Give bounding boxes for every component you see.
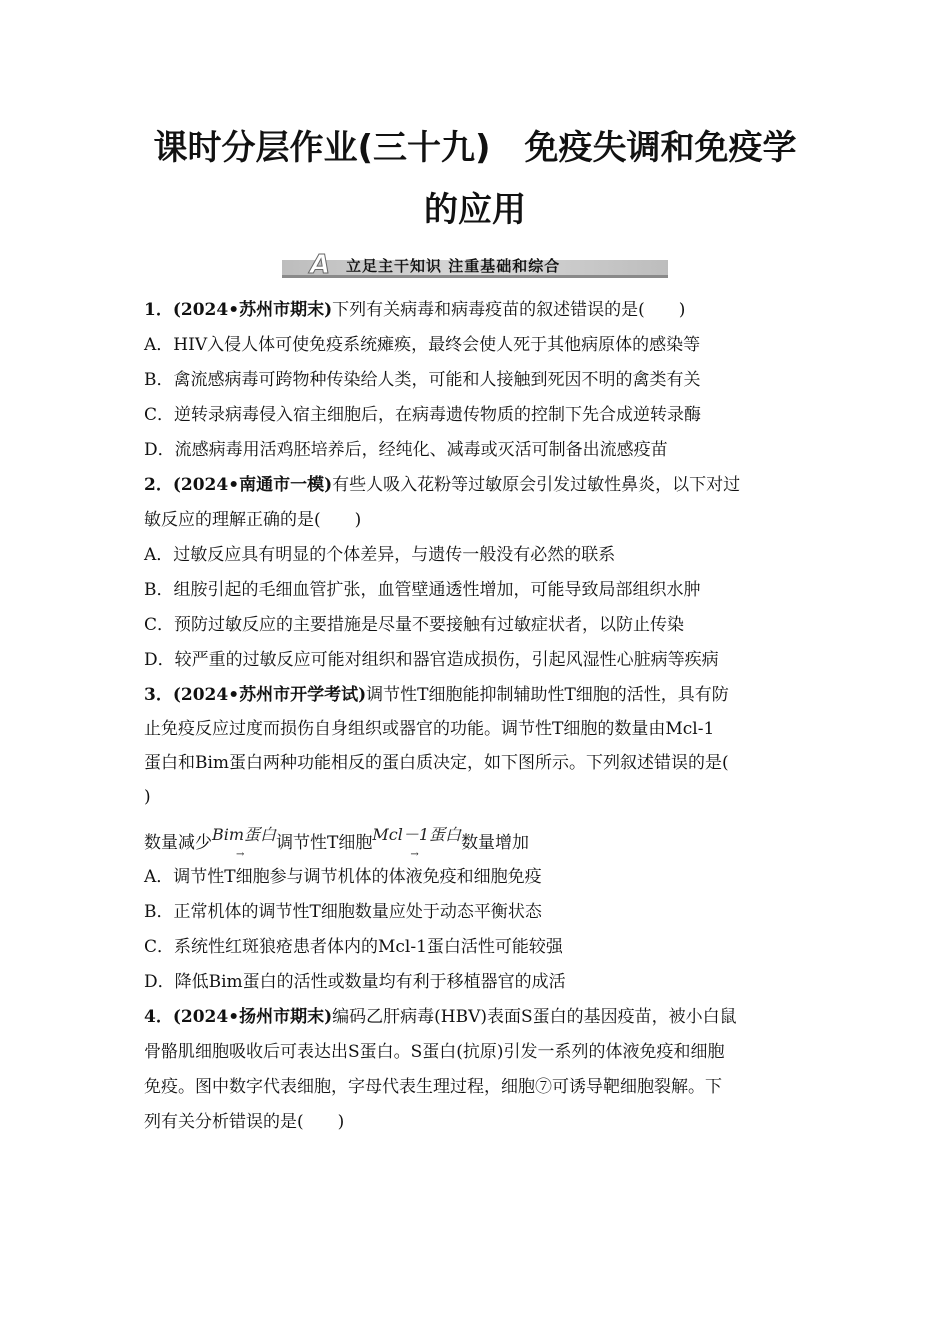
section-banner [282, 250, 668, 280]
q3-option-a[interactable]: A．调节性T细胞参与调节机体的体液免疫和细胞免疫 [144, 867, 542, 887]
q1-option-c[interactable]: C．逆转录病毒侵入宿主细胞后，在病毒遗传物质的控制下先合成逆转录酶 [144, 405, 702, 425]
q1-stem: 下列有关病毒和病毒疫苗的叙述错误的是( ) [332, 300, 686, 320]
arrow-right-icon: → [410, 849, 419, 860]
q3-option-b[interactable]: B．正常机体的调节性T细胞数量应处于动态平衡状态 [144, 902, 542, 922]
arrow-right-icon: → [236, 849, 245, 860]
q3-stem1: 调节性T细胞能抑制辅助性T细胞的活性，具有防 [366, 685, 729, 705]
q3-option-c[interactable]: C．系统性红斑狼疮患者体内的Mcl-1蛋白活性可能较强 [144, 937, 563, 957]
q3-stem-line1: 3．(2024•苏州市开学考试)调节性T细胞能抑制辅助性T细胞的活性，具有防 [144, 685, 729, 705]
q1-option-b[interactable]: B．禽流感病毒可跨物种传染给人类，可能和人接触到死因不明的禽类有关 [144, 370, 701, 390]
q4-stem-line4: 列有关分析错误的是( ) [144, 1112, 345, 1132]
q3-stem-line4: ) [144, 787, 151, 807]
formula-arrow-bim: Bim蛋白 → [212, 824, 276, 846]
q1-option-a[interactable]: A．HIV入侵人体可使免疫系统瘫痪，最终会使人死于其他病原体的感染等 [144, 335, 701, 355]
q1-source: (2024•苏州市期末) [172, 300, 333, 320]
q2-source: (2024•南通市一模) [172, 475, 333, 495]
q3-stem-line3: 蛋白和Bim蛋白两种功能相反的蛋白质决定，如下图所示。下列叙述错误的是( [144, 753, 729, 773]
banner-letter: A [310, 250, 331, 280]
q2-option-c[interactable]: C．预防过敏反应的主要措施是尽量不要接触有过敏症状者，以防止传染 [144, 615, 685, 635]
q2-stem1: 有些人吸入花粉等过敏原会引发过敏性鼻炎，以下对过 [332, 475, 741, 495]
formula-left: 数量减少 [144, 833, 212, 853]
banner-text: 立足主干知识 注重基础和综合 [346, 257, 561, 275]
q3-option-d[interactable]: D．降低Bim蛋白的活性或数量均有利于移植器官的成活 [144, 972, 566, 992]
q4-stem-line3: 免疫。图中数字代表细胞，字母代表生理过程，细胞⑦可诱导靶细胞裂解。下 [144, 1077, 722, 1097]
q1-option-d[interactable]: D．流感病毒用活鸡胚培养后，经纯化、减毒或灭活可制备出流感疫苗 [144, 440, 668, 460]
page-title-line1: 课时分层作业(三十九) 免疫失调和免疫学 [153, 128, 797, 168]
q2-option-a[interactable]: A．过敏反应具有明显的个体差异，与遗传一般没有必然的联系 [144, 545, 616, 565]
formula-arrow-mcl: Mcl－1蛋白 → [372, 824, 461, 846]
q2-option-b[interactable]: B．组胺引起的毛细血管扩张，血管壁通透性增加，可能导致局部组织水肿 [144, 580, 701, 600]
q4-stem-line2: 骨骼肌细胞吸收后可表达出S蛋白。S蛋白(抗原)引发一系列的体液免疫和细胞 [144, 1042, 725, 1062]
page-title-line2: 的应用 [424, 190, 526, 230]
q3-formula [144, 824, 810, 860]
q3-source: (2024•苏州市开学考试) [172, 685, 367, 705]
formula-mid: 调节性T细胞 [276, 833, 373, 853]
q2-stem-line2: 敏反应的理解正确的是( ) [144, 510, 362, 530]
q1-stem-line: 1．(2024•苏州市期末)下列有关病毒和病毒疫苗的叙述错误的是( ) [144, 300, 686, 320]
q3-stem-line2: 止免疫反应过度而损伤自身组织或器官的功能。调节性T细胞的数量由Mcl-1 [144, 719, 715, 739]
q2-stem-line1: 2．(2024•南通市一模)有些人吸入花粉等过敏原会引发过敏性鼻炎，以下对过 [144, 475, 741, 495]
formula-right: 数量增加 [461, 833, 530, 853]
q4-source: (2024•扬州市期末) [172, 1007, 333, 1027]
q2-option-d[interactable]: D．较严重的过敏反应可能对组织和器官造成损伤，引起风湿性心脏病等疾病 [144, 650, 719, 670]
q4-stem1: 编码乙肝病毒(HBV)表面S蛋白的基因疫苗，被小白鼠 [332, 1007, 737, 1027]
q4-stem-line1: 4．(2024•扬州市期末)编码乙肝病毒(HBV)表面S蛋白的基因疫苗，被小白鼠 [144, 1007, 737, 1027]
